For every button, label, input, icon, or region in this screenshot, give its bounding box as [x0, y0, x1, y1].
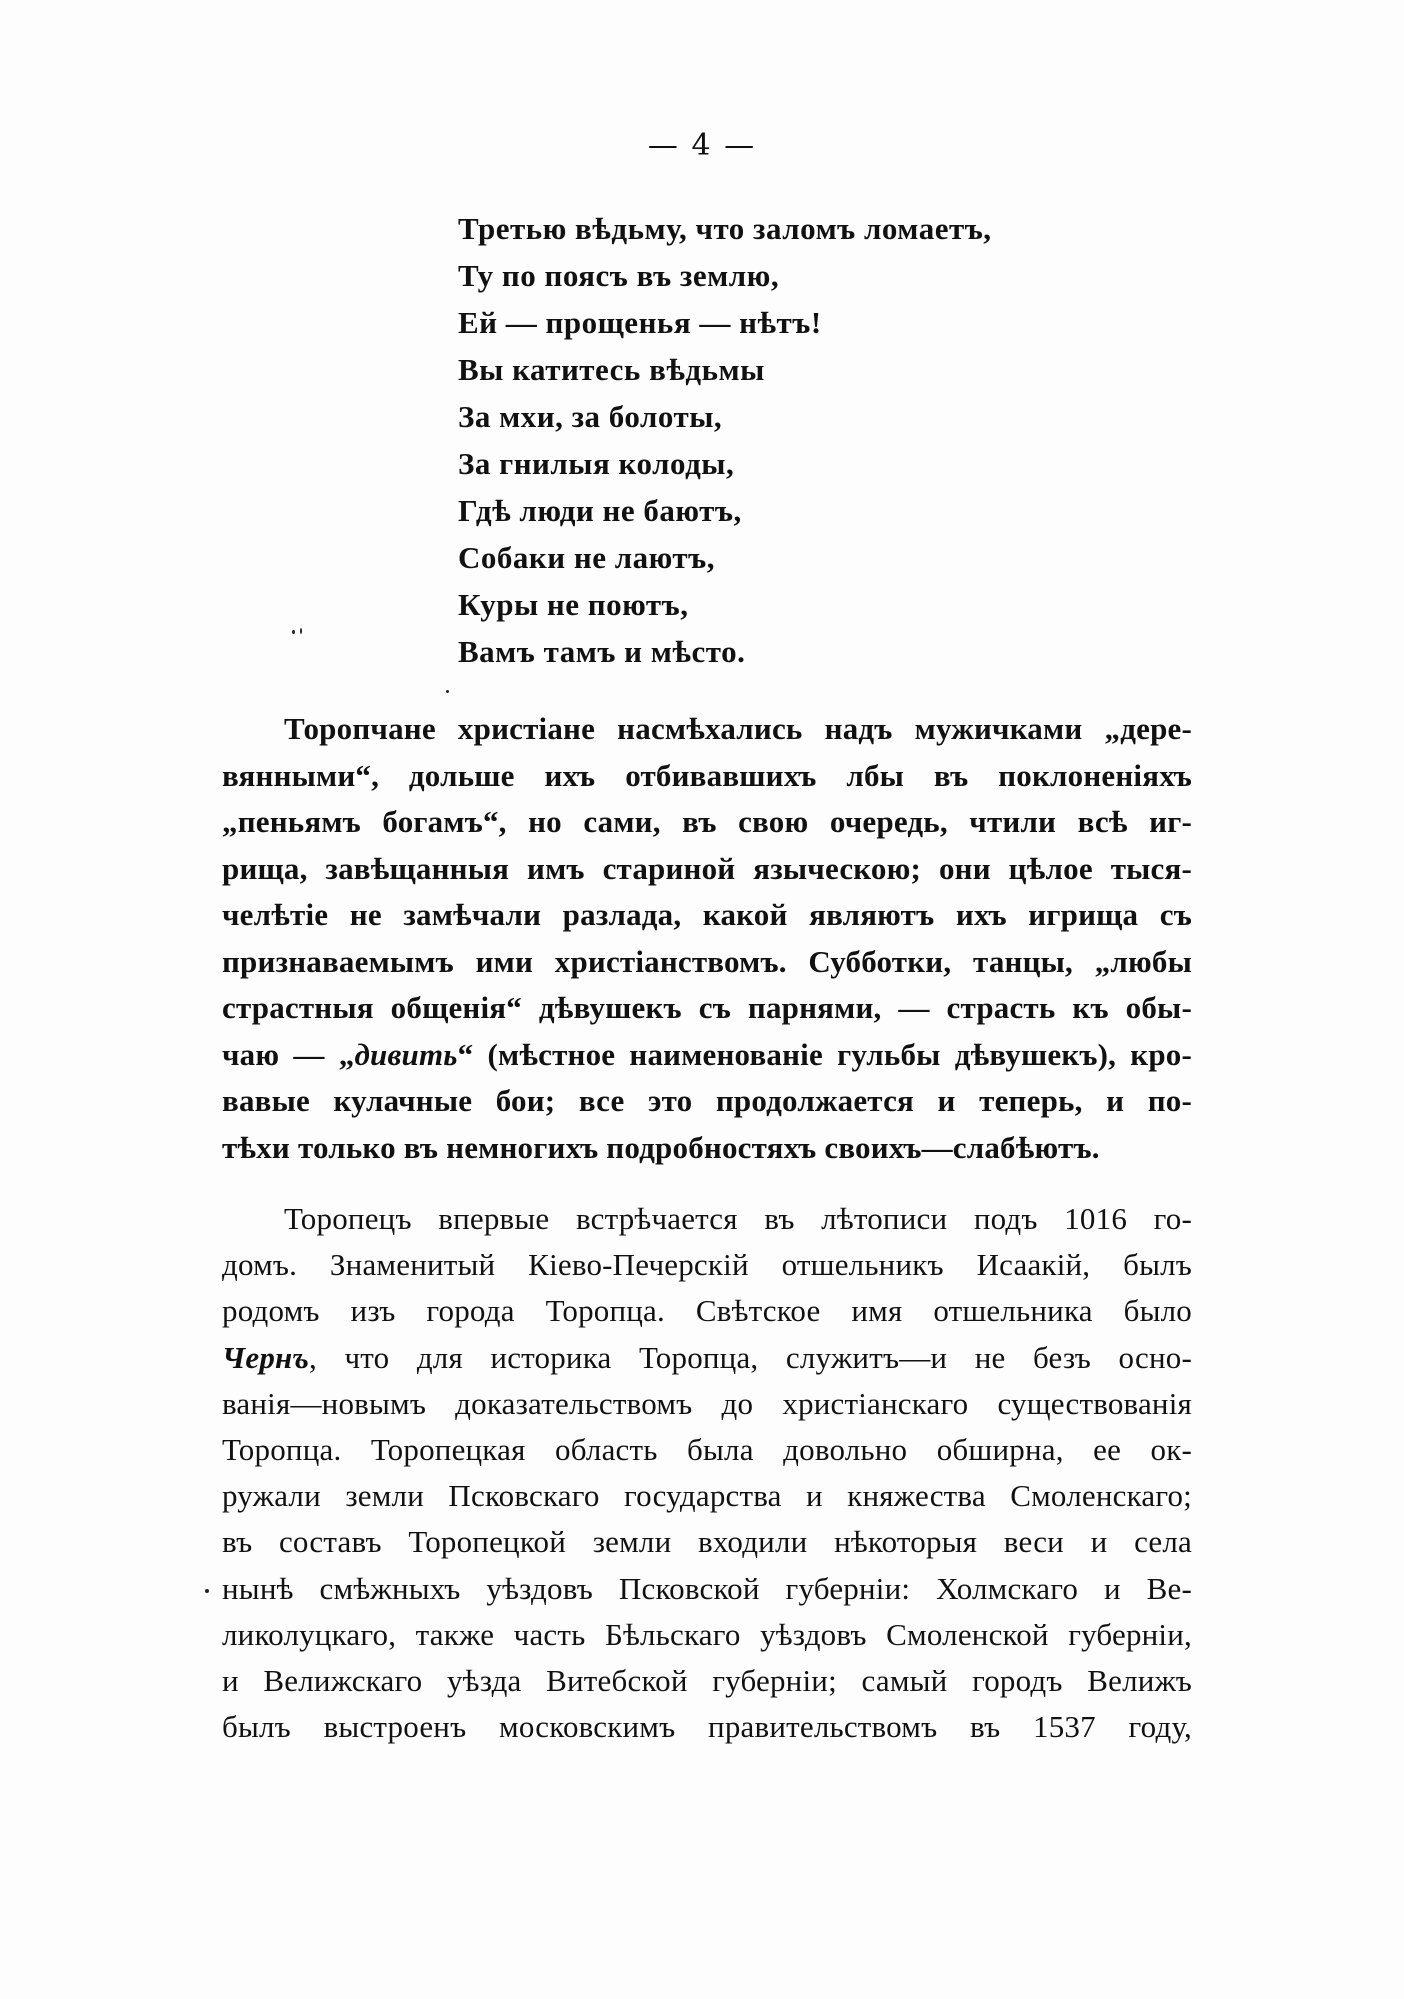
paragraph-line: родомъ изъ города Торопца. Свѣтское имя отшельника было: [222, 1293, 1192, 1329]
verse-line: Собаки не лаютъ,: [458, 540, 715, 575]
paragraph-line: былъ выстроенъ московскимъ правительствомъ въ 1537 году,: [222, 1709, 1192, 1745]
verse-line: За гнилыя колоды,: [458, 446, 735, 481]
scan-speck: [205, 1589, 209, 1593]
verse-line: Ту по поясъ въ землю,: [458, 258, 780, 293]
paragraph-line: вянными“, дольше ихъ отбивавшихъ лбы въ поклоненiяхъ: [222, 757, 1192, 793]
verse-line: Вамъ тамъ и мѣсто.: [458, 634, 746, 669]
paragraph-line: [222, 1032, 1192, 1079]
paragraph-line: нынѣ смѣжныхъ уѣздовъ Псковской губернiи: Холмскаго и Ве-: [222, 1570, 1192, 1606]
verse-block: [458, 205, 1158, 675]
paragraph-line: челѣтiе не замѣчали разлада, какой являютъ ихъ игрища съ: [222, 897, 1192, 932]
scan-speck: [446, 690, 449, 693]
verse-line: Ей — прощенья — нѣтъ!: [458, 305, 822, 340]
text-run: , что для историка Торопца, служитъ—и не безъ осно-: [309, 1339, 1192, 1375]
verse-line: За мхи, за болоты,: [458, 399, 723, 434]
verse-line: Гдѣ люди не баютъ,: [458, 493, 742, 528]
paragraph-line: Торопчане христiане насмѣхались надъ мужичками „дере-: [284, 711, 1192, 746]
paragraph-line: [222, 1335, 1192, 1381]
paragraph-line: ванiя—новымъ доказательствомъ до христiанскаго существованiя: [222, 1385, 1192, 1421]
verse-line: Третью вѣдьму, что заломъ ломаетъ,: [458, 211, 992, 246]
paragraph-customs: [222, 706, 1192, 1171]
paragraph-line: Торопецъ впервые встрѣчается въ лѣтописи подъ 1016 го-: [284, 1201, 1192, 1236]
paragraph-line: тѣхи только въ немногихъ подробностяхъ своихъ—слабѣютъ.: [222, 1129, 1100, 1165]
verse-line: Куры не поютъ,: [458, 587, 689, 622]
paragraph-line: „пеньямъ богамъ“, но сами, въ свою очередь, чтили всѣ иг-: [222, 804, 1192, 839]
paragraph-line: признаваемымъ ими христiанствомъ. Субботки, танцы, „любы: [222, 943, 1192, 979]
paragraph-line: рища, завѣщанныя имъ стариной языческою; они цѣлое тыся-: [222, 850, 1192, 886]
paragraph-line: домъ. Знаменитый Кiево-Печерскiй отшельникъ Исаакiй, былъ: [222, 1247, 1192, 1283]
paragraph-line: въ составъ Торопецкой земли входили нѣкоторыя веси и села: [222, 1524, 1192, 1560]
italic-term: Чернъ: [222, 1339, 309, 1375]
italic-term: дивить: [354, 1036, 458, 1072]
paragraph-line: страстныя общенiя“ дѣвушекъ съ парнями, — страсть къ обы-: [222, 990, 1192, 1025]
paragraph-line: ружали земли Псковскаго государства и княжества Смоленскаго;: [222, 1478, 1192, 1514]
paragraph-line: и Велижскаго уѣзда Витебской губернiи; самый городъ Велижъ: [222, 1663, 1192, 1699]
text-run: чаю — „: [222, 1036, 355, 1072]
verse-line: Вы катитесь вѣдьмы: [458, 352, 765, 387]
paragraph-line: Торопца. Торопецкая область была довольно обширна, ее ок-: [222, 1432, 1192, 1468]
paragraph-line: вавые кулачные бои; все это продолжается и теперь, и по-: [222, 1083, 1192, 1118]
paragraph-toropets-history: [222, 1196, 1192, 1750]
paragraph-line: ликолуцкаго, также часть Бѣльскаго уѣздовъ Смоленской губернiи,: [222, 1616, 1192, 1652]
scan-speck: [292, 630, 295, 634]
scan-speck: [300, 628, 302, 634]
text-run: “ (мѣстное наименованiе гульбы дѣвушекъ), кро-: [457, 1036, 1192, 1072]
page-number: — 4 —: [647, 128, 757, 163]
